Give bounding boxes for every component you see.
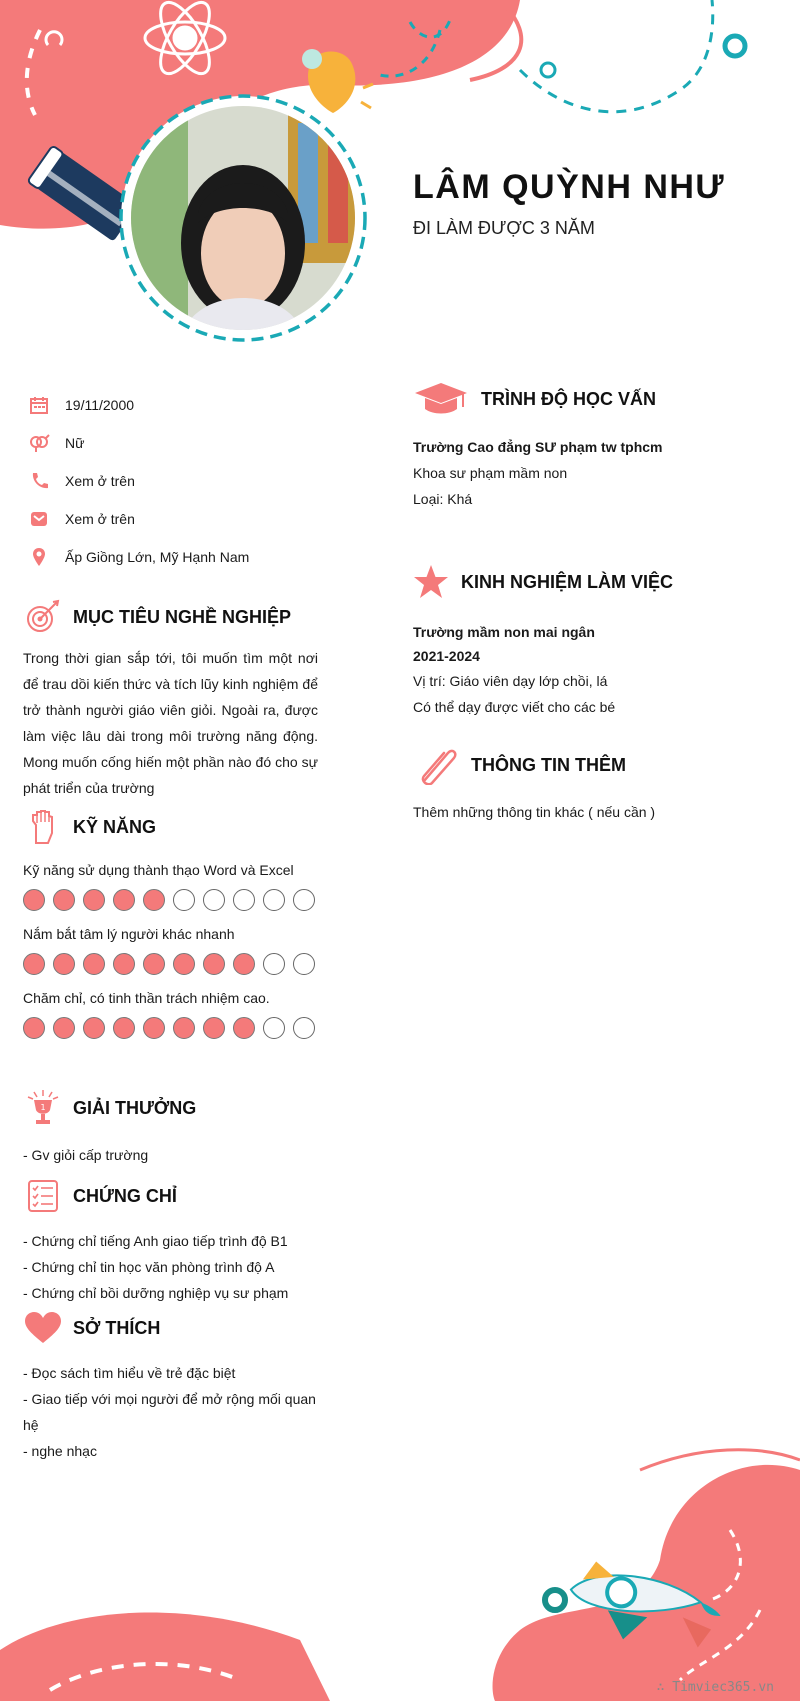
rating-dot-filled (23, 1017, 45, 1039)
certificates-section (23, 1176, 323, 1306)
certificate-line: - Chứng chỉ bồi dưỡng nghiệp vụ sư phạm (23, 1285, 289, 1301)
contact-phone-text: Xem ở trên (65, 473, 135, 489)
rating-dot-empty (173, 889, 195, 911)
experience-period: 2021-2024 (413, 648, 480, 664)
rating-dot-filled (53, 889, 75, 911)
skill-item (23, 987, 323, 1039)
contact-list (28, 386, 328, 576)
rating-dot-filled (143, 1017, 165, 1039)
rating-dot-filled (83, 953, 105, 975)
rating-dot-empty (263, 889, 285, 911)
calendar-icon (28, 394, 50, 416)
experience-section (413, 562, 773, 720)
candidate-name: LÂM QUỲNH NHƯ (413, 168, 726, 206)
hobby-line: - nghe nhạc (23, 1443, 97, 1459)
contact-address (28, 538, 328, 576)
trophy-icon (23, 1088, 63, 1128)
location-icon (28, 546, 50, 568)
rating-dot-empty (293, 889, 315, 911)
skill-item (23, 859, 323, 911)
extra-info-title: THÔNG TIN THÊM (471, 754, 626, 775)
rating-dot-filled (113, 889, 135, 911)
star-icon (413, 562, 449, 602)
contact-gender (28, 424, 328, 462)
education-grade: Loại: Khá (413, 491, 473, 507)
rating-dot-filled (53, 953, 75, 975)
profile-photo (118, 93, 368, 343)
rating-dot-empty (203, 889, 225, 911)
experience-title: KINH NGHIỆM LÀM VIỆC (461, 571, 674, 592)
skill-label: Kỹ năng sử dụng thành thạo Word và Excel (23, 862, 294, 878)
experience-position: Vị trí: Giáo viên dạy lớp chồi, lá (413, 673, 608, 689)
contact-birthdate (28, 386, 328, 424)
phone-icon (28, 470, 50, 492)
rating-dot-empty (263, 953, 285, 975)
skill-label: Chăm chỉ, có tinh thần trách nhiệm cao. (23, 990, 270, 1006)
skill-rating (23, 953, 323, 975)
hobbies-section (23, 1308, 321, 1464)
heart-icon (23, 1308, 63, 1348)
rating-dot-empty (293, 1017, 315, 1039)
rating-dot-filled (233, 1017, 255, 1039)
hobbies-title: SỞ THÍCH (73, 1317, 161, 1338)
awards-title: GIẢI THƯỞNG (73, 1097, 197, 1118)
certificates-title: CHỨNG CHỈ (73, 1185, 177, 1206)
skills-section (23, 807, 323, 1051)
rating-dot-filled (233, 953, 255, 975)
awards-section (23, 1088, 323, 1168)
rating-dot-filled (83, 1017, 105, 1039)
rating-dot-filled (23, 953, 45, 975)
rating-dot-filled (173, 953, 195, 975)
objective-title: MỤC TIÊU NGHỀ NGHIỆP (73, 606, 292, 627)
certificate-line: - Chứng chỉ tiếng Anh giao tiếp trình độ B1 (23, 1233, 288, 1249)
rating-dot-filled (203, 953, 225, 975)
rating-dot-filled (143, 953, 165, 975)
experience-company: Trường mầm non mai ngân (413, 624, 595, 640)
objective-text: Trong thời gian sắp tới, tôi muốn tìm một nơi để trau dồi kiến thức và tích lũy kinh nghiệm để trở thành người giáo viên giỏi. Ngoài ra, được làm việc lâu dài trong môi trường năng động. Mong muốn cống hiến một phần nào đó cho sự phát triển của trường (23, 650, 318, 796)
education-section (413, 378, 773, 512)
education-school: Trường Cao đẳng SƯ phạm tw tphcm (413, 439, 663, 455)
skills-list (23, 859, 323, 1039)
contact-phone (28, 462, 328, 500)
skills-title: KỸ NĂNG (73, 816, 157, 837)
rating-dot-filled (113, 1017, 135, 1039)
rating-dot-filled (23, 889, 45, 911)
hobby-line: - Giao tiếp với mọi người để mở rộng mối quan hệ (23, 1391, 316, 1433)
hand-icon (23, 807, 63, 847)
contact-email-text: Xem ở trên (65, 511, 135, 527)
skill-rating (23, 889, 323, 911)
svg-text:1: 1 (40, 1103, 46, 1112)
extra-info-text: Thêm những thông tin khác ( nếu cần ) (413, 804, 656, 820)
rating-dot-filled (53, 1017, 75, 1039)
graduation-cap-icon (413, 379, 469, 419)
skill-rating (23, 1017, 323, 1039)
skill-item (23, 923, 323, 975)
watermark: ∴ Timviec365.vn (656, 1680, 774, 1695)
paperclip-icon (413, 745, 459, 785)
education-title: TRÌNH ĐỘ HỌC VẤN (481, 388, 656, 409)
gender-icon (28, 432, 50, 454)
skill-label: Nắm bắt tâm lý người khác nhanh (23, 926, 235, 942)
rating-dot-filled (203, 1017, 225, 1039)
target-icon (23, 597, 63, 637)
extra-info-section (413, 745, 773, 825)
certificate-line: - Chứng chỉ tin học văn phòng trình độ A (23, 1259, 275, 1275)
rating-dot-empty (293, 953, 315, 975)
hobby-line: - Đọc sách tìm hiểu về trẻ đặc biệt (23, 1365, 236, 1381)
rating-dot-filled (143, 889, 165, 911)
rating-dot-filled (83, 889, 105, 911)
contact-address-text: Ấp Giồng Lớn, Mỹ Hạnh Nam (65, 549, 250, 565)
education-major: Khoa sư phạm mầm non (413, 465, 568, 481)
rating-dot-empty (263, 1017, 285, 1039)
checklist-icon (23, 1176, 63, 1216)
rating-dot-filled (173, 1017, 195, 1039)
contact-birthdate-text: 19/11/2000 (65, 397, 135, 413)
award-line: - Gv giỏi cấp trường (23, 1147, 149, 1163)
contact-gender-text: Nữ (65, 435, 85, 451)
rating-dot-filled (113, 953, 135, 975)
email-icon (28, 508, 50, 530)
candidate-subtitle: ĐI LÀM ĐƯỢC 3 NĂM (413, 218, 595, 238)
contact-email (28, 500, 328, 538)
objective-section (23, 597, 318, 801)
rating-dot-empty (233, 889, 255, 911)
experience-note: Có thể dạy được viết cho các bé (413, 699, 616, 715)
